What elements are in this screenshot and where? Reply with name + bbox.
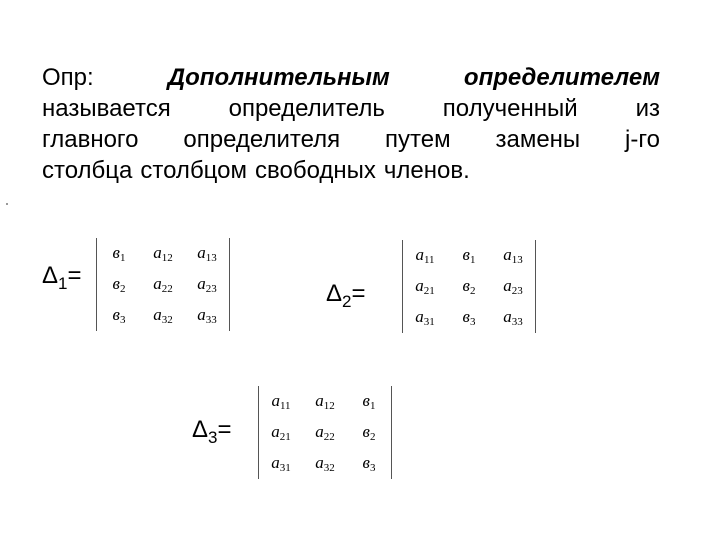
delta-index: 1 <box>58 274 68 293</box>
word: полученный <box>442 95 578 122</box>
entry-base: a <box>153 305 162 324</box>
matrix-entry <box>185 269 229 300</box>
entry-base: a <box>315 391 324 410</box>
entry-subscript: 3 <box>469 316 476 328</box>
entry-base: a <box>197 243 206 262</box>
entry-base: в <box>112 305 120 324</box>
entry-subscript: 1 <box>369 400 376 412</box>
matrix-entry <box>491 271 535 302</box>
entry-subscript: 1 <box>119 252 126 264</box>
entry-base: a <box>503 276 512 295</box>
delta-symbol: Δ <box>192 416 209 443</box>
matrix-entry <box>259 448 303 479</box>
delta-3-label <box>192 416 232 448</box>
determinant-table <box>403 240 535 333</box>
entry-base: a <box>415 245 424 264</box>
matrix-entry <box>303 386 347 417</box>
entry-subscript: 23 <box>205 283 217 295</box>
determinant-table <box>259 386 391 479</box>
matrix-entry <box>447 271 491 302</box>
delta-symbol: Δ <box>42 262 59 289</box>
entry-base: a <box>503 307 512 326</box>
entry-subscript: 22 <box>323 431 335 443</box>
entry-base: a <box>271 422 280 441</box>
word: замены <box>495 126 581 153</box>
matrix-entry <box>185 300 229 331</box>
entry-base: в <box>362 453 370 472</box>
matrix-entry <box>185 238 229 269</box>
entry-subscript: 13 <box>205 252 217 264</box>
definition-term-1: Дополнительным <box>167 64 390 91</box>
matrix-entry <box>97 300 141 331</box>
entry-subscript: 1 <box>469 254 476 266</box>
matrix-entry <box>141 238 185 269</box>
entry-subscript: 11 <box>279 400 291 412</box>
determinant-row <box>259 386 391 417</box>
matrix-entry <box>491 302 535 333</box>
entry-subscript: 2 <box>469 285 476 297</box>
delta-1-matrix <box>96 238 230 331</box>
entry-subscript: 23 <box>511 285 523 297</box>
determinant-row <box>97 300 229 331</box>
matrix-entry <box>447 240 491 271</box>
matrix-entry <box>347 417 391 448</box>
delta-2-label <box>326 280 366 312</box>
entry-base: в <box>462 307 470 326</box>
word: свободных <box>255 157 376 184</box>
entry-subscript: 31 <box>423 316 435 328</box>
matrix-entry <box>141 300 185 331</box>
entry-subscript: 31 <box>279 462 291 474</box>
determinant-row <box>403 302 535 333</box>
matrix-entry <box>303 417 347 448</box>
determinant-table <box>97 238 229 331</box>
entry-subscript: 33 <box>511 316 523 328</box>
entry-subscript: 2 <box>369 431 376 443</box>
determinant-row <box>403 271 535 302</box>
entry-subscript: 12 <box>161 252 173 264</box>
entry-base: в <box>462 245 470 264</box>
determinant-row <box>403 240 535 271</box>
definition-prefix: Опр: <box>42 64 94 91</box>
entry-base: a <box>197 274 206 293</box>
word: определителя <box>183 126 341 153</box>
matrix-entry <box>403 302 447 333</box>
word: членов. <box>383 157 470 184</box>
entry-base: a <box>315 453 324 472</box>
entry-subscript: 33 <box>205 314 217 326</box>
entry-subscript: 22 <box>161 283 173 295</box>
delta-index: 3 <box>208 428 218 447</box>
entry-subscript: 3 <box>369 462 376 474</box>
matrix-entry <box>97 269 141 300</box>
matrix-entry <box>303 448 347 479</box>
entry-base: a <box>153 243 162 262</box>
entry-base: a <box>271 453 280 472</box>
matrix-entry <box>259 386 303 417</box>
entry-base: a <box>153 274 162 293</box>
entry-base: a <box>271 391 280 410</box>
entry-base: a <box>415 276 424 295</box>
word: столбцом <box>140 157 248 184</box>
equals-sign: = <box>217 416 232 443</box>
entry-base: в <box>112 243 120 262</box>
stray-dot <box>6 203 8 205</box>
entry-base: a <box>197 305 206 324</box>
equals-sign: = <box>67 262 82 289</box>
definition-line-1 <box>42 62 660 93</box>
delta-index: 2 <box>342 292 352 311</box>
word: j-го <box>625 126 660 153</box>
entry-base: a <box>315 422 324 441</box>
entry-base: a <box>415 307 424 326</box>
definition-line-3 <box>42 124 660 155</box>
entry-base: в <box>362 391 370 410</box>
definition-paragraph <box>42 62 660 186</box>
definition-term-2: определителем <box>463 64 660 91</box>
word: из <box>635 95 660 122</box>
word: столбца <box>42 157 133 184</box>
definition-line-4 <box>42 155 660 186</box>
matrix-entry <box>347 386 391 417</box>
delta-2-matrix <box>402 240 536 333</box>
entry-base: в <box>112 274 120 293</box>
entry-subscript: 13 <box>511 254 523 266</box>
matrix-entry <box>259 417 303 448</box>
matrix-entry <box>403 271 447 302</box>
delta-3-matrix <box>258 386 392 479</box>
entry-subscript: 21 <box>423 285 435 297</box>
delta-symbol: Δ <box>326 280 343 307</box>
matrix-entry <box>97 238 141 269</box>
entry-base: в <box>462 276 470 295</box>
delta-1-label <box>42 262 82 294</box>
entry-subscript: 11 <box>423 254 435 266</box>
determinant-row <box>259 448 391 479</box>
word: называется <box>42 95 171 122</box>
word: главного <box>42 126 139 153</box>
matrix-entry <box>403 240 447 271</box>
entry-subscript: 21 <box>279 431 291 443</box>
entry-subscript: 32 <box>323 462 335 474</box>
determinant-row <box>259 417 391 448</box>
matrix-entry <box>141 269 185 300</box>
equals-sign: = <box>351 280 366 307</box>
entry-subscript: 12 <box>323 400 335 412</box>
entry-base: a <box>503 245 512 264</box>
word: определитель <box>228 95 385 122</box>
matrix-entry <box>347 448 391 479</box>
word: путем <box>385 126 451 153</box>
entry-subscript: 3 <box>119 314 126 326</box>
matrix-entry <box>491 240 535 271</box>
matrix-entry <box>447 302 491 333</box>
entry-base: в <box>362 422 370 441</box>
determinant-row <box>97 238 229 269</box>
determinant-row <box>97 269 229 300</box>
entry-subscript: 32 <box>161 314 173 326</box>
entry-subscript: 2 <box>119 283 126 295</box>
definition-line-2 <box>42 93 660 124</box>
